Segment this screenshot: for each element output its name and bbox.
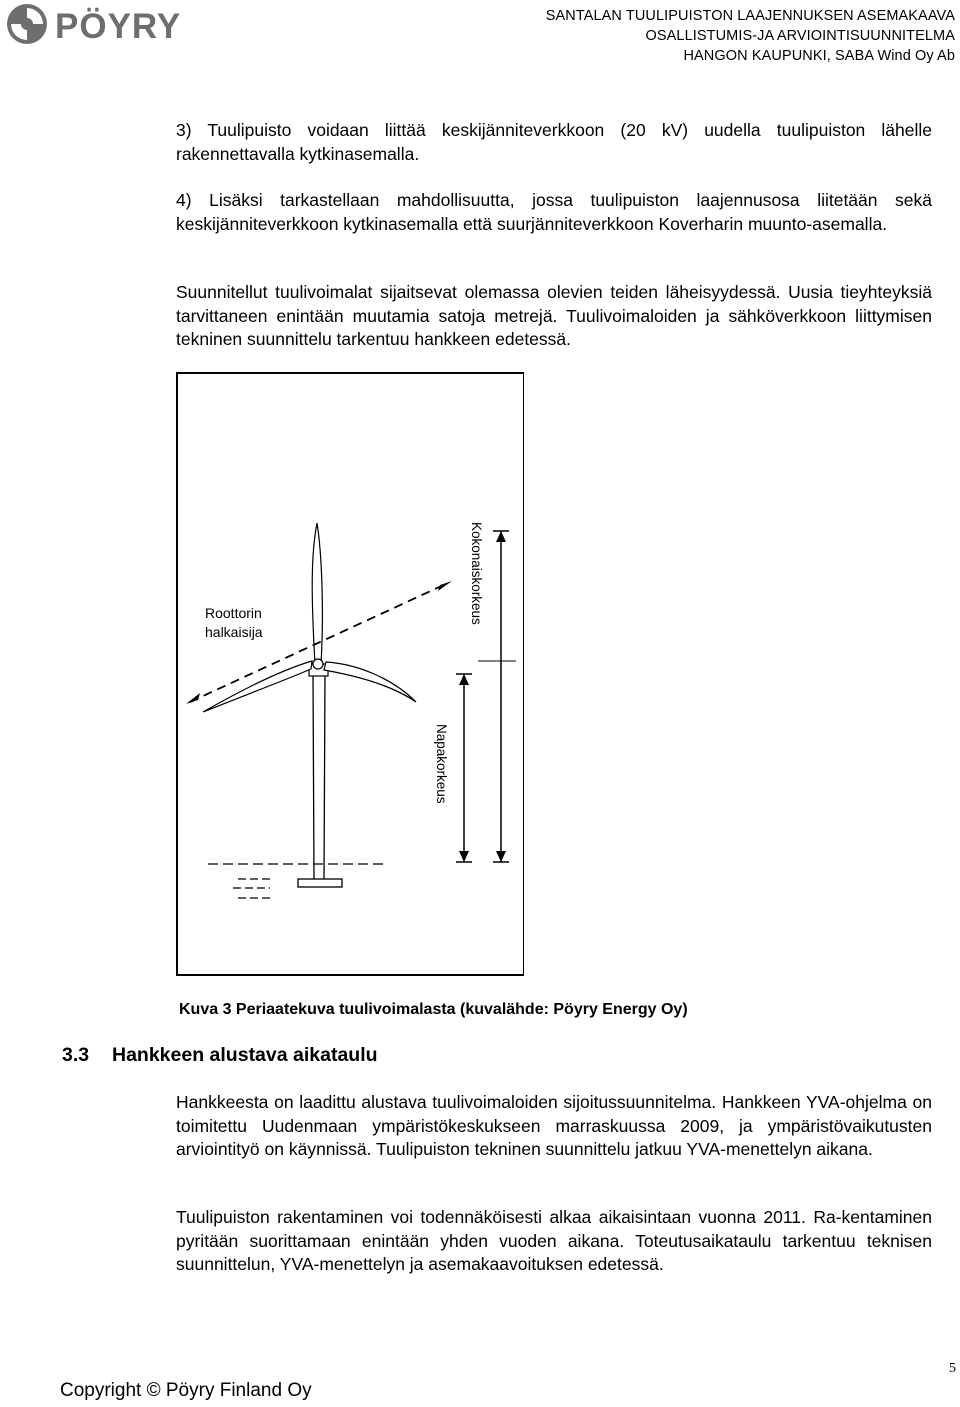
- arrowhead-down-icon: [496, 851, 506, 862]
- poyry-symbol-icon: [7, 4, 47, 44]
- turbine-foundation: [298, 879, 342, 887]
- section-heading: [62, 1044, 378, 1067]
- page-number: 5: [949, 1361, 956, 1376]
- header-title: SANTALAN TUULIPUISTON LAAJENNUKSEN ASEMAKAAVA: [545, 8, 955, 24]
- label-rotor-diameter-line1: Roottorin: [205, 605, 262, 621]
- section-number: 3.3: [62, 1044, 90, 1066]
- section-title: Hankkeen alustava aikataulu: [112, 1044, 378, 1066]
- arrowhead-left-icon: [186, 693, 200, 704]
- paragraph-roads: Suunnitellut tuulivoimalat sijaitsevat olemassa olevien teiden läheisyydessä. Uusia tieyhteyksiä tarvittaneen enintään muutamia satoja metrejä. Tuulivoimaloiden ja sähköverkkoon liittymisen tekninen suunnittelu tarkentuu hankkeen edetessä.: [176, 282, 932, 349]
- hub-height-arrow: [456, 674, 472, 862]
- copyright-footer: Copyright © Pöyry Finland Oy: [60, 1380, 312, 1401]
- figure-caption: Kuva 3 Periaatekuva tuulivoimalasta (kuvalähde: Pöyry Energy Oy): [179, 1001, 688, 1018]
- turbine-blade-left: [203, 661, 312, 712]
- arrowhead-down-icon: [459, 851, 469, 862]
- poyry-logo: [3, 0, 248, 48]
- paragraph-schedule-plan: Hankkeesta on laadittu alustava tuulivoimaloiden sijoitussuunnitelma. Hankkeen YVA-ohjelma on toimitettu Uudenmaan ympäristökeskukseen marraskuussa 2009, ja ympäristövaikutusten arviointityö on käynnissä. Tuulipuiston tekninen suunnittelu jatkuu YVA-menettelyn aikana.: [176, 1092, 932, 1159]
- document-header: [546, 6, 955, 66]
- arrowhead-right-icon: [438, 581, 452, 591]
- turbine-tower: [313, 674, 325, 879]
- total-height-arrow: [493, 531, 509, 862]
- label-hub-height: Napakorkeus: [434, 724, 449, 804]
- paragraph-construction: Tuulipuiston rakentaminen voi todennäköisesti alkaa aikaisintaan vuonna 2011. Ra-kentaminen pyritään suorittamaan enintään yhden vuoden aikana. Toteutusaikataulu tarkentuu teknisen suunnittelun, YVA-menettelyn ja asemakaavoituksen edetessä.: [176, 1207, 932, 1274]
- turbine-hub: [313, 659, 323, 669]
- logo-wordmark: PÖYRY: [55, 7, 182, 46]
- header-client: HANGON KAUPUNKI, SABA Wind Oy Ab: [683, 48, 955, 64]
- paragraph-connection-option-3: 3) Tuulipuisto voidaan liittää keskijänniteverkkoon (20 kV) uudella tuulipuiston lähelle rakennettavalla kytkinasemalla.: [176, 120, 932, 164]
- wind-turbine-diagram: [178, 374, 524, 976]
- turbine-blade-right: [324, 662, 416, 702]
- wind-turbine-figure: [176, 372, 524, 976]
- header-subtitle: OSALLISTUMIS-JA ARVIOINTISUUNNITELMA: [645, 28, 955, 44]
- paragraph-connection-option-4: 4) Lisäksi tarkastellaan mahdollisuutta, jossa tuulipuiston laajennusosa liitetään sekä keskijänniteverkkoon kytkinasemalla että suurjänniteverkkoon Koverharin muunto-asemalla.: [176, 190, 932, 234]
- arrowhead-up-icon: [459, 674, 469, 685]
- label-rotor-diameter-line2: halkaisija: [205, 624, 263, 640]
- label-total-height: Kokonaiskorkeus: [469, 522, 484, 625]
- arrowhead-up-icon: [496, 531, 506, 542]
